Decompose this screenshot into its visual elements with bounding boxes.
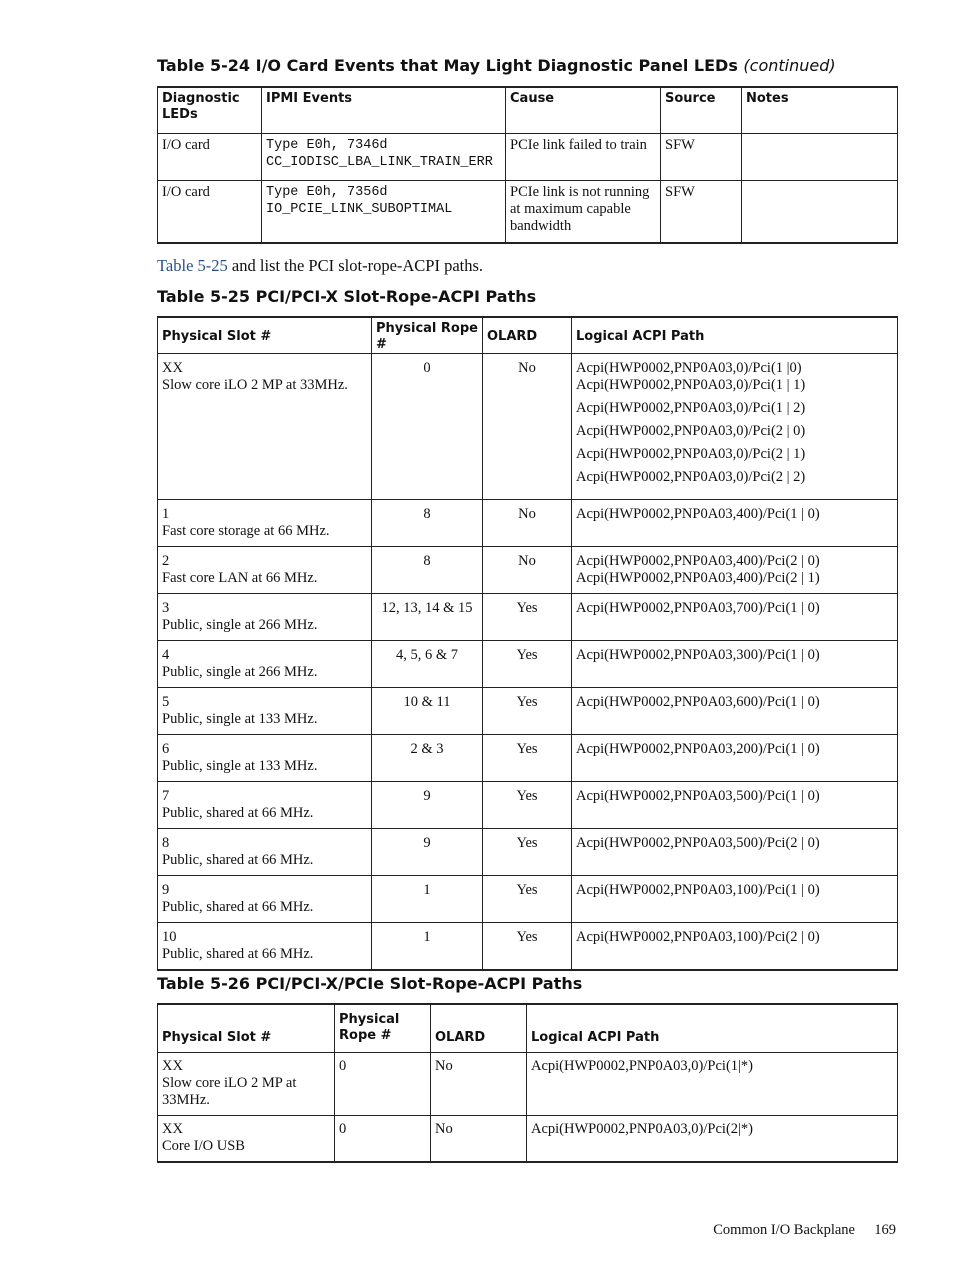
col-header-physical-rope: Physical Rope #	[372, 317, 483, 354]
rope-cell: 0	[335, 1052, 431, 1115]
slot-description: Public, single at 133 MHz.	[162, 758, 318, 774]
cause-cell: PCIe link failed to train	[506, 133, 661, 180]
slot-description: Public, shared at 66 MHz.	[162, 946, 314, 962]
footer-section-title: Common I/O Backplane	[713, 1222, 855, 1238]
col-header-olard: OLARD	[431, 1004, 527, 1052]
olard-cell: Yes	[483, 876, 572, 923]
table-5-24	[157, 86, 898, 244]
slot-number: 3	[162, 600, 170, 616]
rope-cell: 8	[372, 547, 483, 594]
slot-description: Slow core iLO 2 MP at 33MHz.	[162, 377, 348, 393]
slot-description: Public, shared at 66 MHz.	[162, 805, 314, 821]
acpi-path: Acpi(HWP0002,PNP0A03,700)/Pci(1 | 0)	[576, 600, 820, 616]
table-row	[158, 500, 898, 547]
acpi-path: Acpi(HWP0002,PNP0A03,400)/Pci(2 | 0)	[576, 553, 820, 569]
acpi-path-cell	[572, 735, 898, 782]
table-row	[158, 829, 898, 876]
acpi-path-cell	[572, 641, 898, 688]
rope-cell: 0	[335, 1115, 431, 1162]
slot-cell	[158, 688, 372, 735]
rope-cell: 8	[372, 500, 483, 547]
rope-cell: 4, 5, 6 & 7	[372, 641, 483, 688]
olard-cell: Yes	[483, 923, 572, 970]
acpi-path-cell	[572, 829, 898, 876]
col-header-olard: OLARD	[483, 317, 572, 354]
table-row	[158, 180, 898, 243]
event-name: IO_PCIE_LINK_SUBOPTIMAL	[266, 201, 453, 217]
slot-number: 8	[162, 835, 170, 851]
rope-cell: 9	[372, 782, 483, 829]
slot-cell	[158, 1052, 335, 1115]
slot-description: Core I/O USB	[162, 1137, 245, 1154]
event-name: CC_IODISC_LBA_LINK_TRAIN_ERR	[266, 154, 493, 170]
slot-cell	[158, 594, 372, 641]
slot-cell	[158, 1115, 335, 1162]
slot-number: XX	[162, 1057, 183, 1074]
slot-description: Slow core iLO 2 MP at 33MHz.	[162, 1074, 297, 1108]
olard-cell: Yes	[483, 829, 572, 876]
table-5-26	[157, 1003, 898, 1163]
notes-cell	[742, 180, 898, 243]
col-header-logical-acpi-path: Logical ACPI Path	[527, 1004, 898, 1052]
slot-cell	[158, 641, 372, 688]
table-row	[158, 133, 898, 180]
table-row	[158, 735, 898, 782]
table-5-25-link[interactable]: Table 5-25	[157, 256, 228, 275]
table-25-caption: Table 5-25 PCI/PCI-X Slot-Rope-ACPI Paths	[157, 287, 537, 306]
acpi-path: Acpi(HWP0002,PNP0A03,400)/Pci(1 | 0)	[576, 506, 820, 522]
table-row	[158, 782, 898, 829]
acpi-path-cell: Acpi(HWP0002,PNP0A03,0)/Pci(1|*)	[527, 1052, 898, 1115]
acpi-path: Acpi(HWP0002,PNP0A03,300)/Pci(1 | 0)	[576, 647, 820, 663]
acpi-path-cell	[572, 782, 898, 829]
acpi-path: Acpi(HWP0002,PNP0A03,100)/Pci(2 | 0)	[576, 929, 820, 945]
table-row	[158, 876, 898, 923]
col-header-ipmi-events: IPMI Events	[262, 87, 506, 133]
col-header-diagnostic-leds: Diagnostic LEDs	[158, 87, 262, 133]
table-row	[158, 594, 898, 641]
slot-cell	[158, 782, 372, 829]
col-header-logical-acpi-path: Logical ACPI Path	[572, 317, 898, 354]
acpi-path: Acpi(HWP0002,PNP0A03,400)/Pci(2 | 1)	[576, 570, 820, 586]
olard-cell: No	[483, 354, 572, 500]
olard-cell: No	[483, 500, 572, 547]
acpi-path-cell	[572, 923, 898, 970]
table-row	[158, 354, 898, 500]
ipmi-event-cell	[262, 133, 506, 180]
slot-number: 4	[162, 647, 170, 663]
leds-cell: I/O card	[158, 133, 262, 180]
acpi-path: Acpi(HWP0002,PNP0A03,0)/Pci(1 | 1)	[576, 377, 806, 393]
acpi-path: Acpi(HWP0002,PNP0A03,600)/Pci(1 | 0)	[576, 694, 820, 710]
rope-cell: 1	[372, 876, 483, 923]
rope-cell: 10 & 11	[372, 688, 483, 735]
acpi-path: Acpi(HWP0002,PNP0A03,0)/Pci(2 | 0)	[576, 423, 806, 439]
event-type: Type E0h, 7346d	[266, 137, 388, 153]
acpi-path: Acpi(HWP0002,PNP0A03,0)/Pci(2 | 1)	[576, 446, 806, 462]
olard-cell: No	[431, 1115, 527, 1162]
slot-description: Public, shared at 66 MHz.	[162, 899, 314, 915]
col-header-physical-slot: Physical Slot #	[158, 317, 372, 354]
table-row	[158, 641, 898, 688]
event-type: Type E0h, 7356d	[266, 184, 388, 200]
table-row	[158, 547, 898, 594]
table-row	[158, 1052, 898, 1115]
table-24-caption: Table 5-24 I/O Card Events that May Light Diagnostic Panel LEDs (continued)	[157, 56, 836, 75]
acpi-path-cell	[572, 500, 898, 547]
slot-description: Public, single at 133 MHz.	[162, 711, 318, 727]
olard-cell: Yes	[483, 735, 572, 782]
table-header-row	[158, 317, 898, 354]
page-footer	[713, 1222, 896, 1239]
slot-description: Public, single at 266 MHz.	[162, 664, 318, 680]
table-header-row	[158, 1004, 898, 1052]
olard-cell: Yes	[483, 641, 572, 688]
acpi-path-cell	[572, 594, 898, 641]
slot-number: XX	[162, 360, 183, 376]
col-header-physical-rope: Physical Rope #	[335, 1004, 431, 1052]
slot-description: Fast core LAN at 66 MHz.	[162, 570, 318, 586]
slot-number: 7	[162, 788, 170, 804]
acpi-path: Acpi(HWP0002,PNP0A03,0)/Pci(2 | 2)	[576, 469, 806, 485]
col-header-physical-slot: Physical Slot #	[158, 1004, 335, 1052]
acpi-path: Acpi(HWP0002,PNP0A03,500)/Pci(2 | 0)	[576, 835, 820, 851]
acpi-path-cell	[572, 354, 898, 500]
slot-cell	[158, 547, 372, 594]
source-cell: SFW	[661, 133, 742, 180]
acpi-path: Acpi(HWP0002,PNP0A03,100)/Pci(1 | 0)	[576, 882, 820, 898]
acpi-path-cell	[572, 547, 898, 594]
olard-cell: Yes	[483, 688, 572, 735]
rope-cell: 0	[372, 354, 483, 500]
slot-description: Fast core storage at 66 MHz.	[162, 523, 330, 539]
intro-paragraph: Table 5-25 and list the PCI slot-rope-ACPI paths.	[157, 256, 484, 275]
acpi-path: Acpi(HWP0002,PNP0A03,500)/Pci(1 | 0)	[576, 788, 820, 804]
slot-number: 2	[162, 553, 170, 569]
rope-cell: 12, 13, 14 & 15	[372, 594, 483, 641]
olard-cell: Yes	[483, 594, 572, 641]
slot-number: 9	[162, 882, 170, 898]
slot-description: Public, single at 266 MHz.	[162, 617, 318, 633]
slot-cell	[158, 735, 372, 782]
acpi-path-cell	[572, 876, 898, 923]
table-row	[158, 923, 898, 970]
ipmi-event-cell	[262, 180, 506, 243]
page-number: 169	[874, 1222, 896, 1238]
slot-number: 1	[162, 506, 170, 522]
source-cell: SFW	[661, 180, 742, 243]
rope-cell: 1	[372, 923, 483, 970]
acpi-path: Acpi(HWP0002,PNP0A03,0)/Pci(1 |0)	[576, 360, 802, 376]
table-row	[158, 1115, 898, 1162]
col-header-source: Source	[661, 87, 742, 133]
rope-cell: 2 & 3	[372, 735, 483, 782]
leds-cell: I/O card	[158, 180, 262, 243]
table-row	[158, 688, 898, 735]
rope-cell: 9	[372, 829, 483, 876]
acpi-path: Acpi(HWP0002,PNP0A03,0)/Pci(1 | 2)	[576, 400, 806, 416]
cause-cell: PCIe link is not running at maximum capable bandwidth	[506, 180, 661, 243]
acpi-path-cell: Acpi(HWP0002,PNP0A03,0)/Pci(2|*)	[527, 1115, 898, 1162]
slot-number: 5	[162, 694, 170, 710]
olard-cell: Yes	[483, 782, 572, 829]
slot-cell	[158, 829, 372, 876]
acpi-path-cell	[572, 688, 898, 735]
slot-number: XX	[162, 1120, 183, 1137]
slot-cell	[158, 354, 372, 500]
table-26-caption: Table 5-26 PCI/PCI-X/PCIe Slot-Rope-ACPI Paths	[157, 974, 583, 993]
notes-cell	[742, 133, 898, 180]
table-5-25	[157, 316, 898, 971]
slot-description: Public, shared at 66 MHz.	[162, 852, 314, 868]
acpi-path: Acpi(HWP0002,PNP0A03,200)/Pci(1 | 0)	[576, 741, 820, 757]
slot-cell	[158, 923, 372, 970]
col-header-notes: Notes	[742, 87, 898, 133]
slot-cell	[158, 876, 372, 923]
col-header-cause: Cause	[506, 87, 661, 133]
olard-cell: No	[431, 1052, 527, 1115]
slot-cell	[158, 500, 372, 547]
slot-number: 10	[162, 929, 177, 945]
slot-number: 6	[162, 741, 170, 757]
table-header-row	[158, 87, 898, 133]
olard-cell: No	[483, 547, 572, 594]
